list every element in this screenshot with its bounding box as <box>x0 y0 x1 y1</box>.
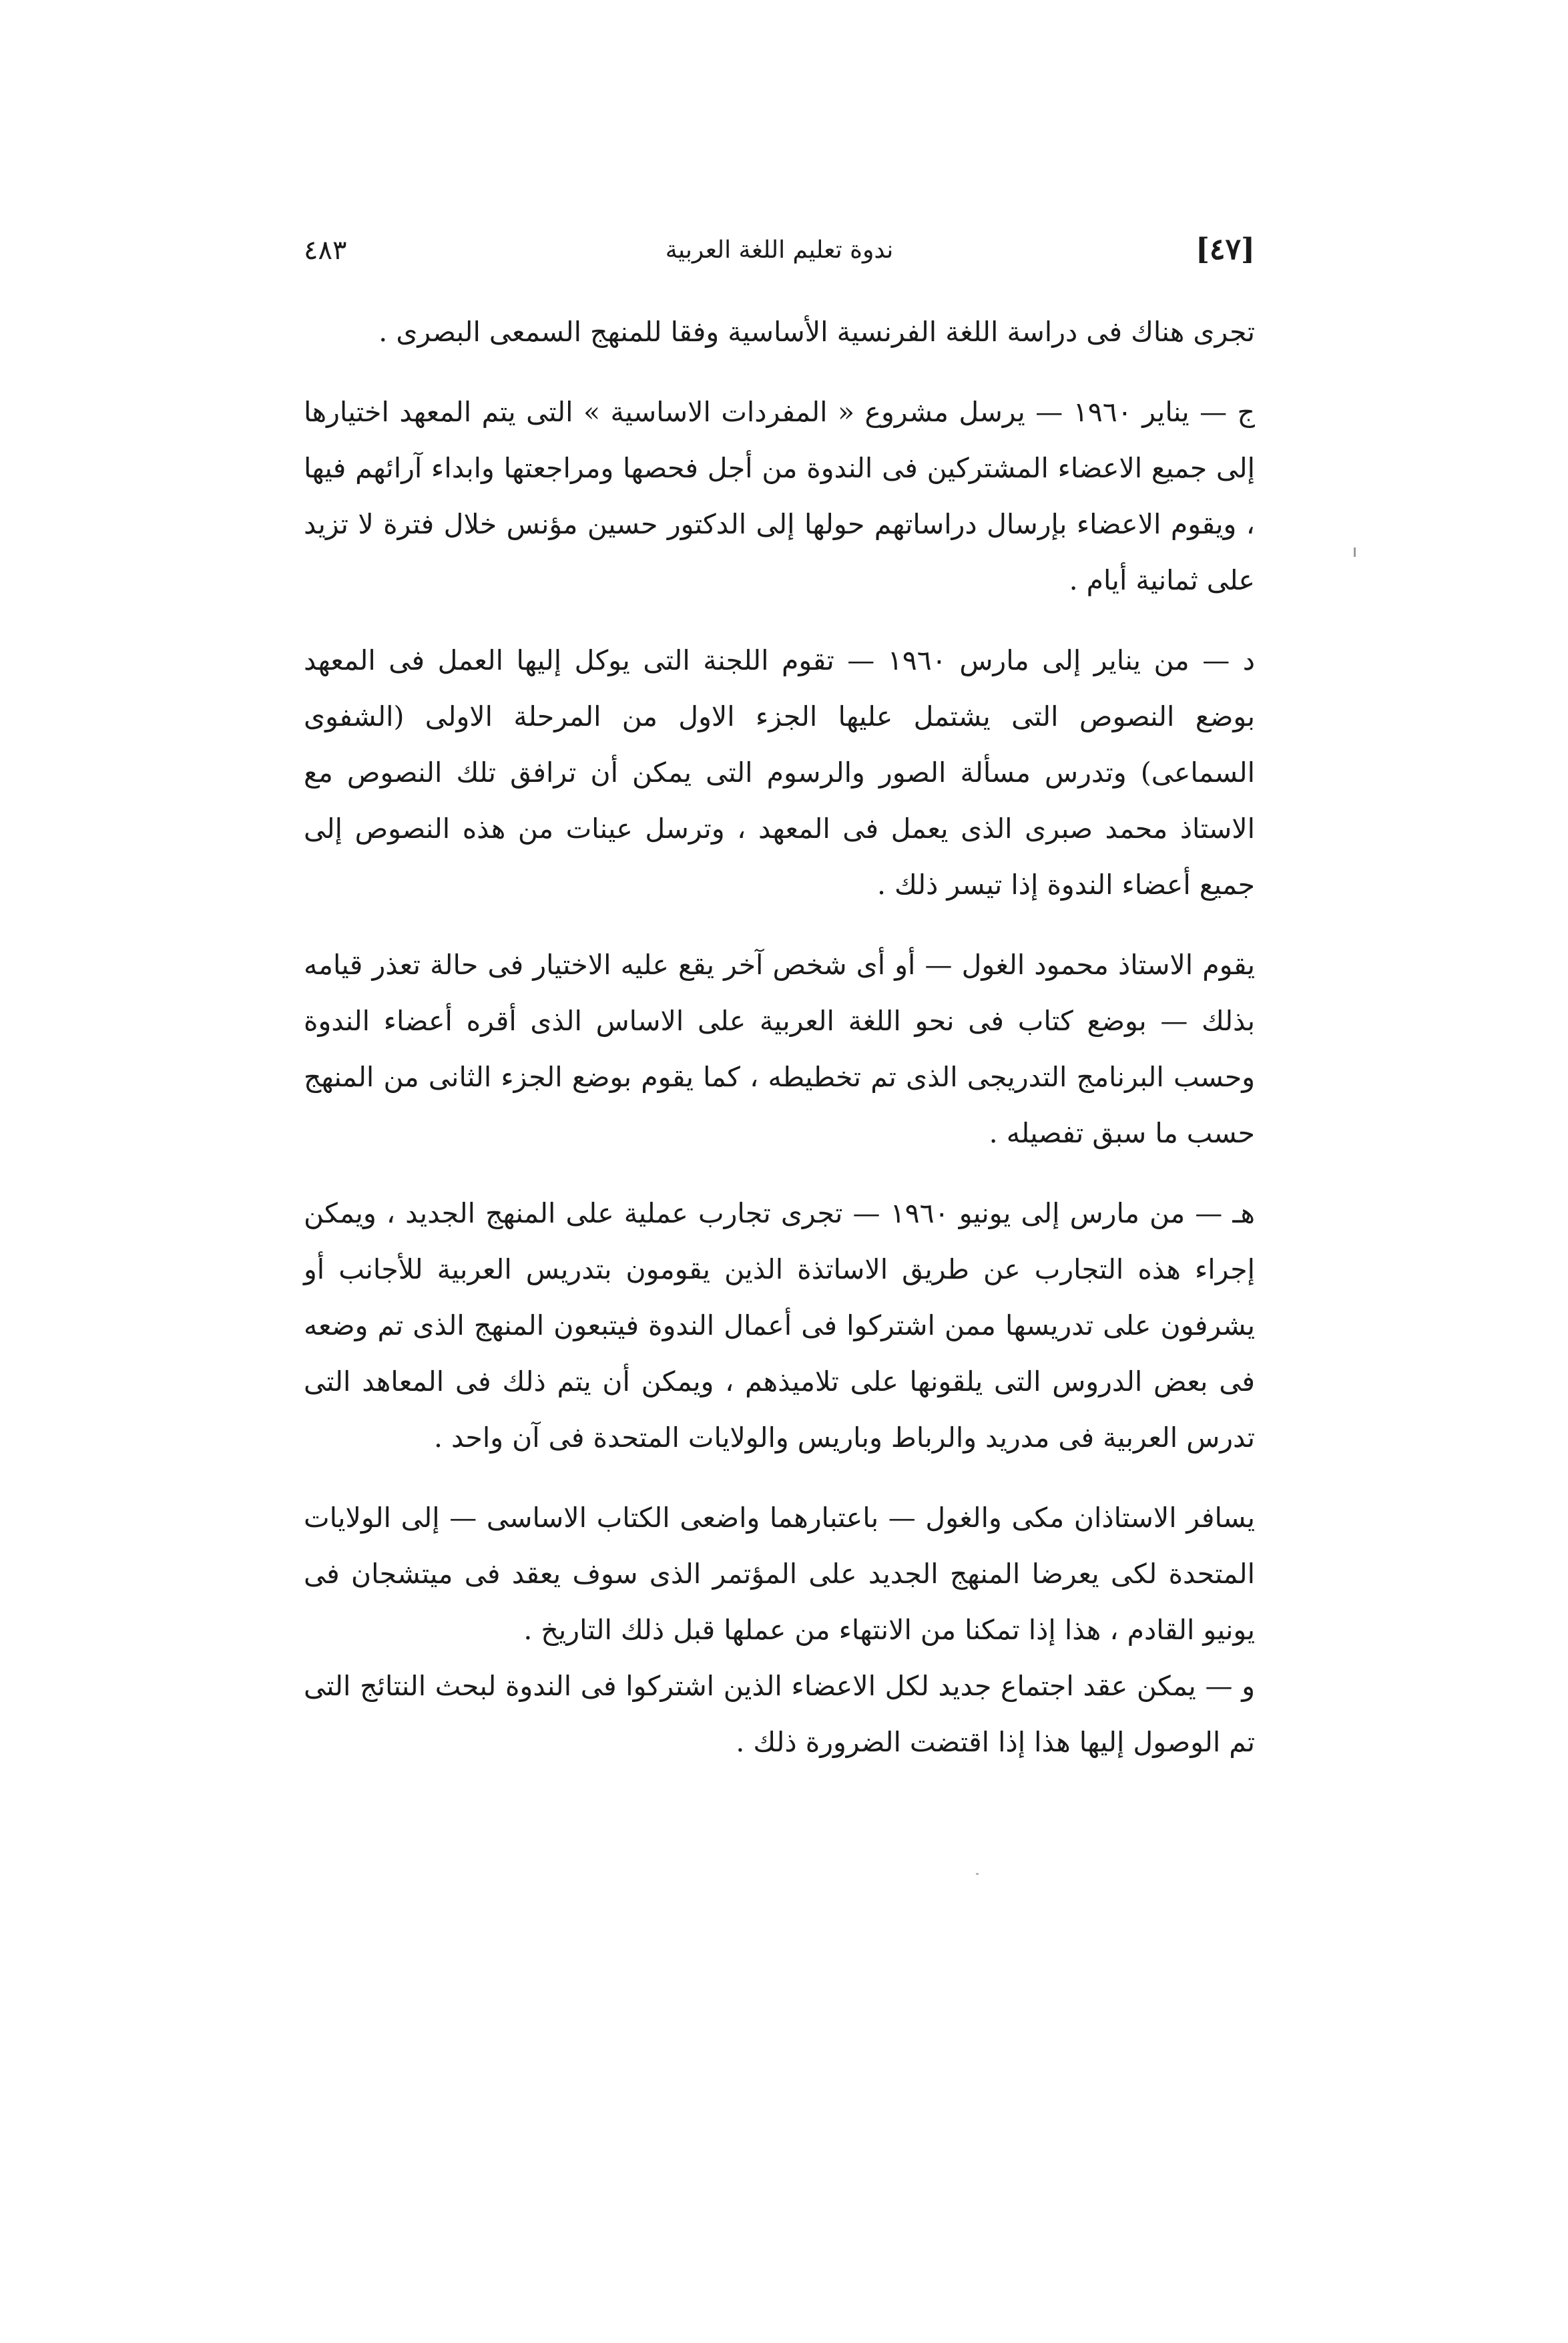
paragraph-item-dal: د — من يناير إلى مارس ١٩٦٠ — تقوم اللجنة التى يوكل إليها العمل فى المعهد بوضع النصوص التى يشتمل عليها الجزء الاول من المرحلة الاولى (الشفوى السماعى) وتدرس مسألة الصور والرسوم التى يمكن أن ترافق تلك النصوص مع الاستاذ محمد صبرى الذى يعمل فى المعهد ، وترسل عينات من هذه النصوص إلى جميع أعضاء الندوة إذا تيسر ذلك . <box>304 644 1255 901</box>
scan-speck <box>1354 548 1356 557</box>
paragraph-item-ha: هـ — من مارس إلى يونيو ١٩٦٠ — تجرى تجارب عملية على المنهج الجديد ، ويمكن إجراء هذه التجارب عن طريق الاساتذة الذين يقومون بتدريس العربية للأجانب أو يشرفون على تدريسها ممن اشتركوا فى أعمال الندوة فيتبعون المنهج الذى تم وضعه فى بعض الدروس التى يلقونها على تلاميذهم ، ويمكن أن يتم ذلك فى المعاهد التى تدرس العربية فى مدريد والرباط وباريس والولايات المتحدة فى آن واحد . <box>304 1197 1255 1454</box>
running-title: ندوة تعليم اللغة العربية <box>665 236 894 264</box>
paragraph-ghoul-book: يقوم الاستاذ محمود الغول — أو أى شخص آخر يقع عليه الاختيار فى حالة تعذر قيامه بذلك — بوضع كتاب فى نحو اللغة العربية على الاساس الذى أقره أعضاء الندوة وحسب البرنامج التدريجى الذى تم تخطيطه ، كما يقوم بوضع الجزء الثانى من المنهج حسب ما سبق تفصيله . <box>304 949 1255 1149</box>
scan-speck <box>976 1873 979 1875</box>
body-text <box>304 304 1255 1770</box>
paragraph-continuation: تجرى هناك فى دراسة اللغة الفرنسية الأساسية وفقا للمنهج السمعى البصرى . <box>378 316 1255 348</box>
page-number: ٤٨٣ <box>304 235 347 266</box>
page-header <box>304 232 1255 275</box>
paragraph-item-jim: ج — يناير ١٩٦٠ — يرسل مشروع « المفردات الاساسية » التى يتم المعهد اختيارها إلى جميع الاعضاء المشتركين فى الندوة من أجل فحصها ومراجعتها وابداء آرائهم فيها ، ويقوم الاعضاء بإرسال دراساتهم حولها إلى الدكتور حسين مؤنس خلال فترة لا تزيد على ثمانية أيام . <box>304 396 1255 596</box>
paragraph-item-waw: و — يمكن عقد اجتماع جديد لكل الاعضاء الذين اشتركوا فى الندوة لبحث النتائج التى تم الوصول إليها هذا إذا اقتضت الضرورة ذلك . <box>304 1670 1255 1758</box>
page-number-bracketed: [٤٧] <box>1196 232 1255 266</box>
paragraph-travel: يسافر الاستاذان مكى والغول — باعتبارهما واضعى الكتاب الاساسى — إلى الولايات المتحدة لكى يعرضا المنهج الجديد على المؤتمر الذى سوف يعقد فى ميتشجان فى يونيو القادم ، هذا إذا تمكنا من الانتهاء من عملها قبل ذلك التاريخ . <box>304 1502 1255 1646</box>
